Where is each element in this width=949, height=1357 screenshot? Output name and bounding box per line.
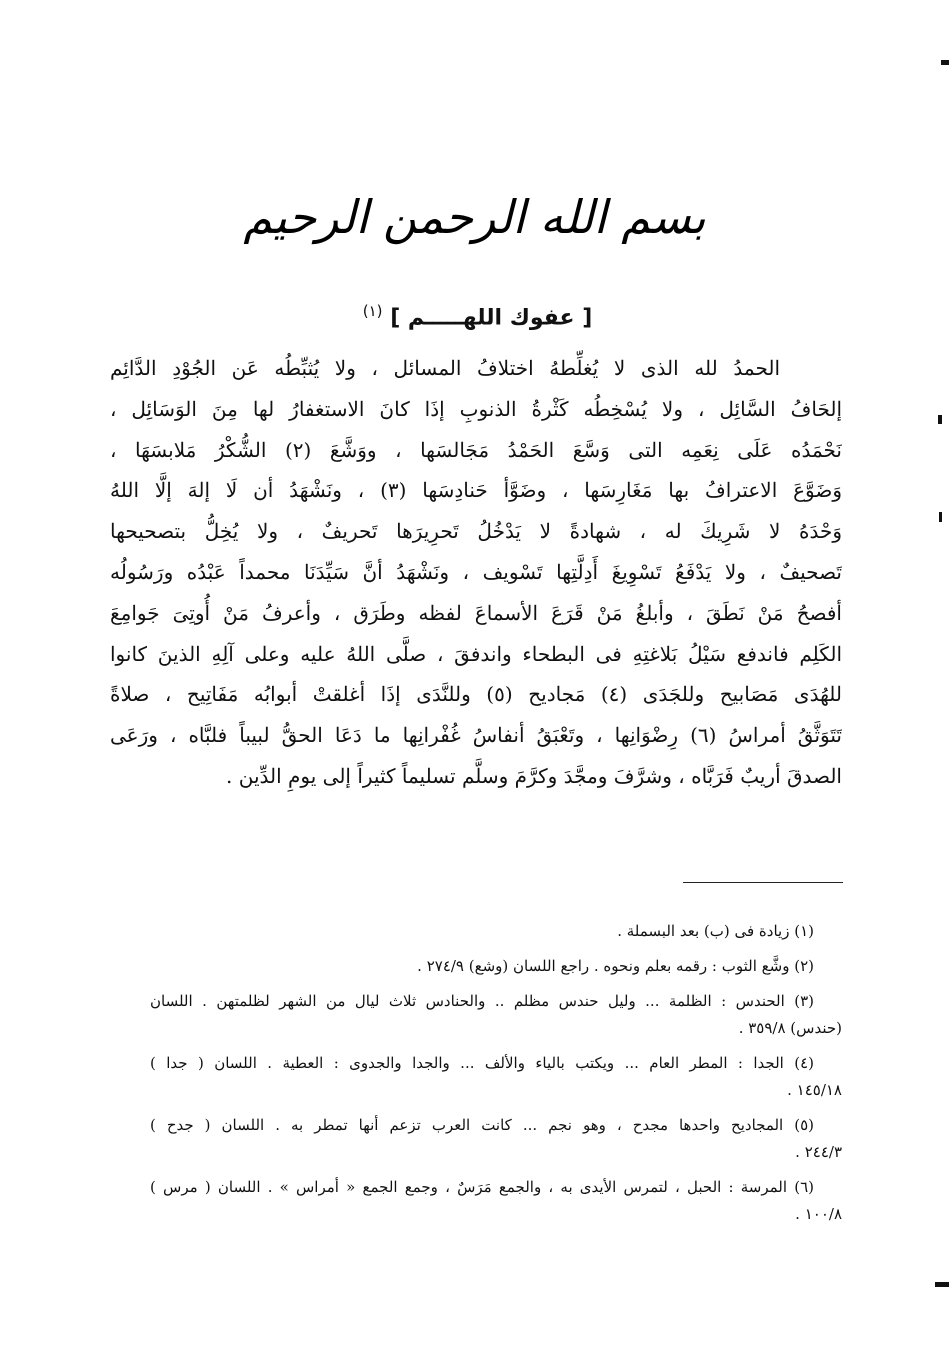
footnote-line: ١٠٠/٨ . bbox=[795, 1205, 842, 1223]
body-line: الحمدُ لله الذى لا يُغلِّطهُ اختلافُ المسائل ، ولا يُثبِّطُه عَن الجُوْدِ الدَّائِم bbox=[110, 356, 780, 380]
footnote-4 bbox=[150, 1050, 842, 1104]
footnote-3 bbox=[150, 988, 842, 1042]
heading-footnote-ref: (١) bbox=[362, 302, 383, 320]
body-line: للهُدَى مَصَابيح وللجَدَى (٤) مَجاديح (٥) وللنَّدَى إذَا أغلقتْ أبوابُه مَفَاتِيح ، صلاةً bbox=[110, 682, 842, 707]
footnote-line: (٣) الحندس : الظلمة ... وليل حندس مظلم .. والحنادس ثلاث ليال من الشهر لظلمتهن . اللسان bbox=[150, 992, 814, 1010]
footnote-line: (٦) المرسة : الحبل ، لتمرس الأيدى به ، والجمع مَرَسٌ ، وجمع الجمع « أمراس » . اللسان ( مرس ) bbox=[150, 1178, 814, 1196]
footnotes bbox=[150, 918, 842, 1236]
footnote-line: (حندس) ٣٥٩/٨ . bbox=[738, 1019, 842, 1037]
footnote-line: (٤) الجدا : المطر العام ... ويكتب بالياء والألف ... والجدا والجدوى : العطية . اللسان ( جدا ) bbox=[150, 1054, 814, 1072]
section-heading bbox=[0, 302, 949, 330]
footnote-separator bbox=[683, 882, 843, 883]
body-line: وَضَوَّعَ الاعترافُ بها مَغَارِسَها ، وضَوَّأ حَنادِسَها (٣) ، ونَشْهَدُ أن لَا إلهَ إلَّا اللهُ bbox=[110, 478, 842, 503]
scan-edge-mark bbox=[938, 415, 942, 424]
footnote-line: ١٤٥/١٨ . bbox=[787, 1081, 842, 1099]
footnote-line: (٢) وشَّع الثوب : رقمه بعلم ونحوه . راجع اللسان (وشع) ٢٧٤/٩ . bbox=[417, 957, 814, 975]
footnote-line: (١) زيادة فى (ب) بعد البسملة . bbox=[617, 922, 814, 940]
footnote-2 bbox=[150, 953, 842, 980]
scan-edge-mark bbox=[935, 1282, 949, 1287]
heading-text: [ عفوك اللهـــــم ] bbox=[390, 305, 593, 331]
body-line: الكَلِم فاندفع سَيْلُ بَلاغتِهِ فى البطحاء واندفقَ ، صلَّى اللهُ عليه وعلى آلِهِ الذينَ كانوا bbox=[110, 641, 842, 666]
footnote-line: (٥) المجاديح واحدها مجدح ، وهو نجم ... كانت العرب تزعم أنها تمطر به . اللسان ( جدح ) bbox=[150, 1116, 814, 1134]
body-line: أفصحُ مَنْ نَطَقَ ، وأبلغُ مَنْ قَرَعَ الأسماعَ لفظه وطَرَق ، وأعرفُ مَنْ أُوتِىَ جَوامِعَ bbox=[110, 600, 842, 625]
footnote-line: ٢٤٤/٣ . bbox=[795, 1143, 842, 1161]
scan-edge-mark bbox=[941, 60, 949, 65]
body-line: وَحْدَهُ لا شَرِيكَ له ، شهادةً لا يَدْخُلُ تَحرِيرَها تَحريفٌ ، ولا يُخِلُّ بتصحيحها bbox=[110, 519, 842, 544]
footnote-1 bbox=[150, 918, 842, 945]
basmala-calligraphy: بسم الله الرحمن الرحيم bbox=[243, 190, 706, 244]
scan-edge-mark bbox=[939, 512, 942, 522]
body-line: نَحْمَدُه عَلَى نِعَمِه التى وَسَّعَ الحَمْدُ مَجَالسَها ، ووَشَّعَ (٢) الشُّكْرُ مَلابسَهَا ، bbox=[110, 437, 842, 462]
body-line: تَتَوَثَّقُ أمراسُ (٦) رِضْوَانِها ، وتَعْبَقُ أنفاسُ غُفْرانِها ما دَعَا الحقُّ لبيباً فلبَّاه ، ورَعَى bbox=[110, 723, 842, 748]
body-paragraph bbox=[110, 348, 842, 797]
footnote-6 bbox=[150, 1174, 842, 1228]
body-line: تَصحيفٌ ، ولا يَدْفَعُ تَسْوِيغَ أَدِلَّتِها تَسْويف ، ونَشْهَدُ أنَّ سَيِّدَنَا محمداً عَبْدُه ورَسُولُه bbox=[110, 559, 842, 584]
body-line: الصدقَ أريبٌ فَرَبَّاه ، وشرَّفَ ومجَّدَ وكرَّمَ وسلَّم تسليماً كثيراً إلى يومِ الدِّين . bbox=[226, 763, 842, 788]
footnote-5 bbox=[150, 1112, 842, 1166]
body-line: إلحَافُ السَّائِل ، ولا يُسْخِطُه كَثْرةُ الذنوبِ إذَا كانَ الاستغفارُ لها مِنَ الوَسَائِل ، bbox=[110, 396, 842, 421]
